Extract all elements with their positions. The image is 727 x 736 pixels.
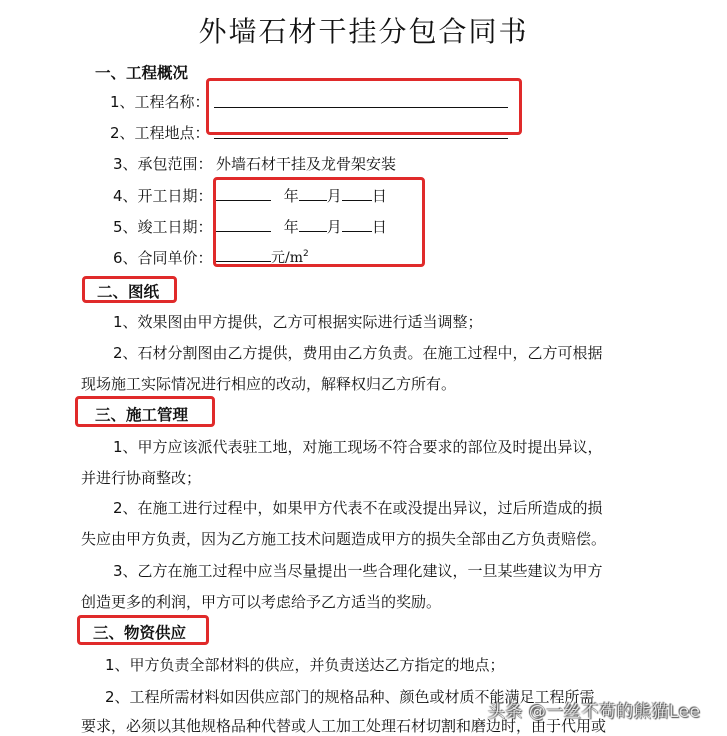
unit-label: 元/m [271, 250, 303, 266]
contract-scope-label: 3、承包范围： [113, 155, 213, 173]
project-location-label: 2、工程地点： [110, 124, 210, 142]
paragraph: 1、甲方应该派代表驻工地，对施工现场不符合要求的部位及时提出异议， [113, 438, 603, 456]
highlight-box-name-location [206, 78, 522, 135]
paragraph: 创造更多的利润，甲方可以考虑给予乙方适当的奖励。 [81, 593, 442, 611]
contract-scope-value: 外墙石材干挂及龙骨架安装 [216, 155, 397, 173]
end-date-label: 5、竣工日期： [113, 218, 213, 236]
paragraph: 2、在施工进行过程中，如果甲方代表不在或没提出异议，过后所造成的损 [113, 499, 603, 517]
month-label: 月 [326, 218, 342, 236]
day-label: 日 [371, 187, 387, 205]
project-name-label: 1、工程名称： [110, 93, 210, 111]
unit-price-label: 6、合同单价： [113, 249, 213, 267]
paragraph: 要求，必须以其他规格品种代替或人工加工处理石材切割和磨边时，由于代用或 [81, 717, 607, 735]
section-heading-drawings: 二、图纸 [97, 283, 160, 301]
day-label: 日 [371, 218, 387, 236]
paragraph: 2、工程所需材料如因供应部门的规格品种、颜色或材质不能满足工程所需 [105, 688, 595, 706]
paragraph: 现场施工实际情况进行相应的改动，解释权归乙方所有。 [81, 375, 457, 393]
project-location-field[interactable] [214, 138, 508, 139]
paragraph: 失应由甲方负责，因为乙方施工技术问题造成甲方的损失全部由乙方负责赔偿。 [81, 530, 607, 548]
month-label: 月 [326, 187, 342, 205]
section-heading-construction-management: 三、施工管理 [95, 406, 189, 424]
year-label: 年 [283, 187, 299, 205]
year-label: 年 [283, 218, 299, 236]
unit-superscript: 2 [303, 249, 309, 259]
paragraph: 1、甲方负责全部材料的供应，并负责送达乙方指定的地点； [105, 656, 505, 674]
section-heading-material-supply: 三、物资供应 [93, 624, 187, 642]
paragraph: 3、乙方在施工过程中应当尽量提出一些合理化建议，一旦某些建议为甲方 [113, 562, 603, 580]
document-title: 外墙石材干挂分包合同书 [198, 15, 529, 48]
paragraph: 2、石材分割图由乙方提供，费用由乙方负责。在施工过程中，乙方可根据 [113, 344, 603, 362]
start-date-label: 4、开工日期： [113, 187, 213, 205]
highlight-box-dates-price [213, 177, 425, 267]
paragraph: 1、效果图由甲方提供，乙方可根据实际进行适当调整； [113, 313, 483, 331]
watermark: 头条 @一丝不苟的熊猫Lee [488, 702, 701, 722]
paragraph: 并进行协商整改； [81, 469, 202, 487]
section-heading-overview: 一、工程概况 [95, 64, 189, 82]
